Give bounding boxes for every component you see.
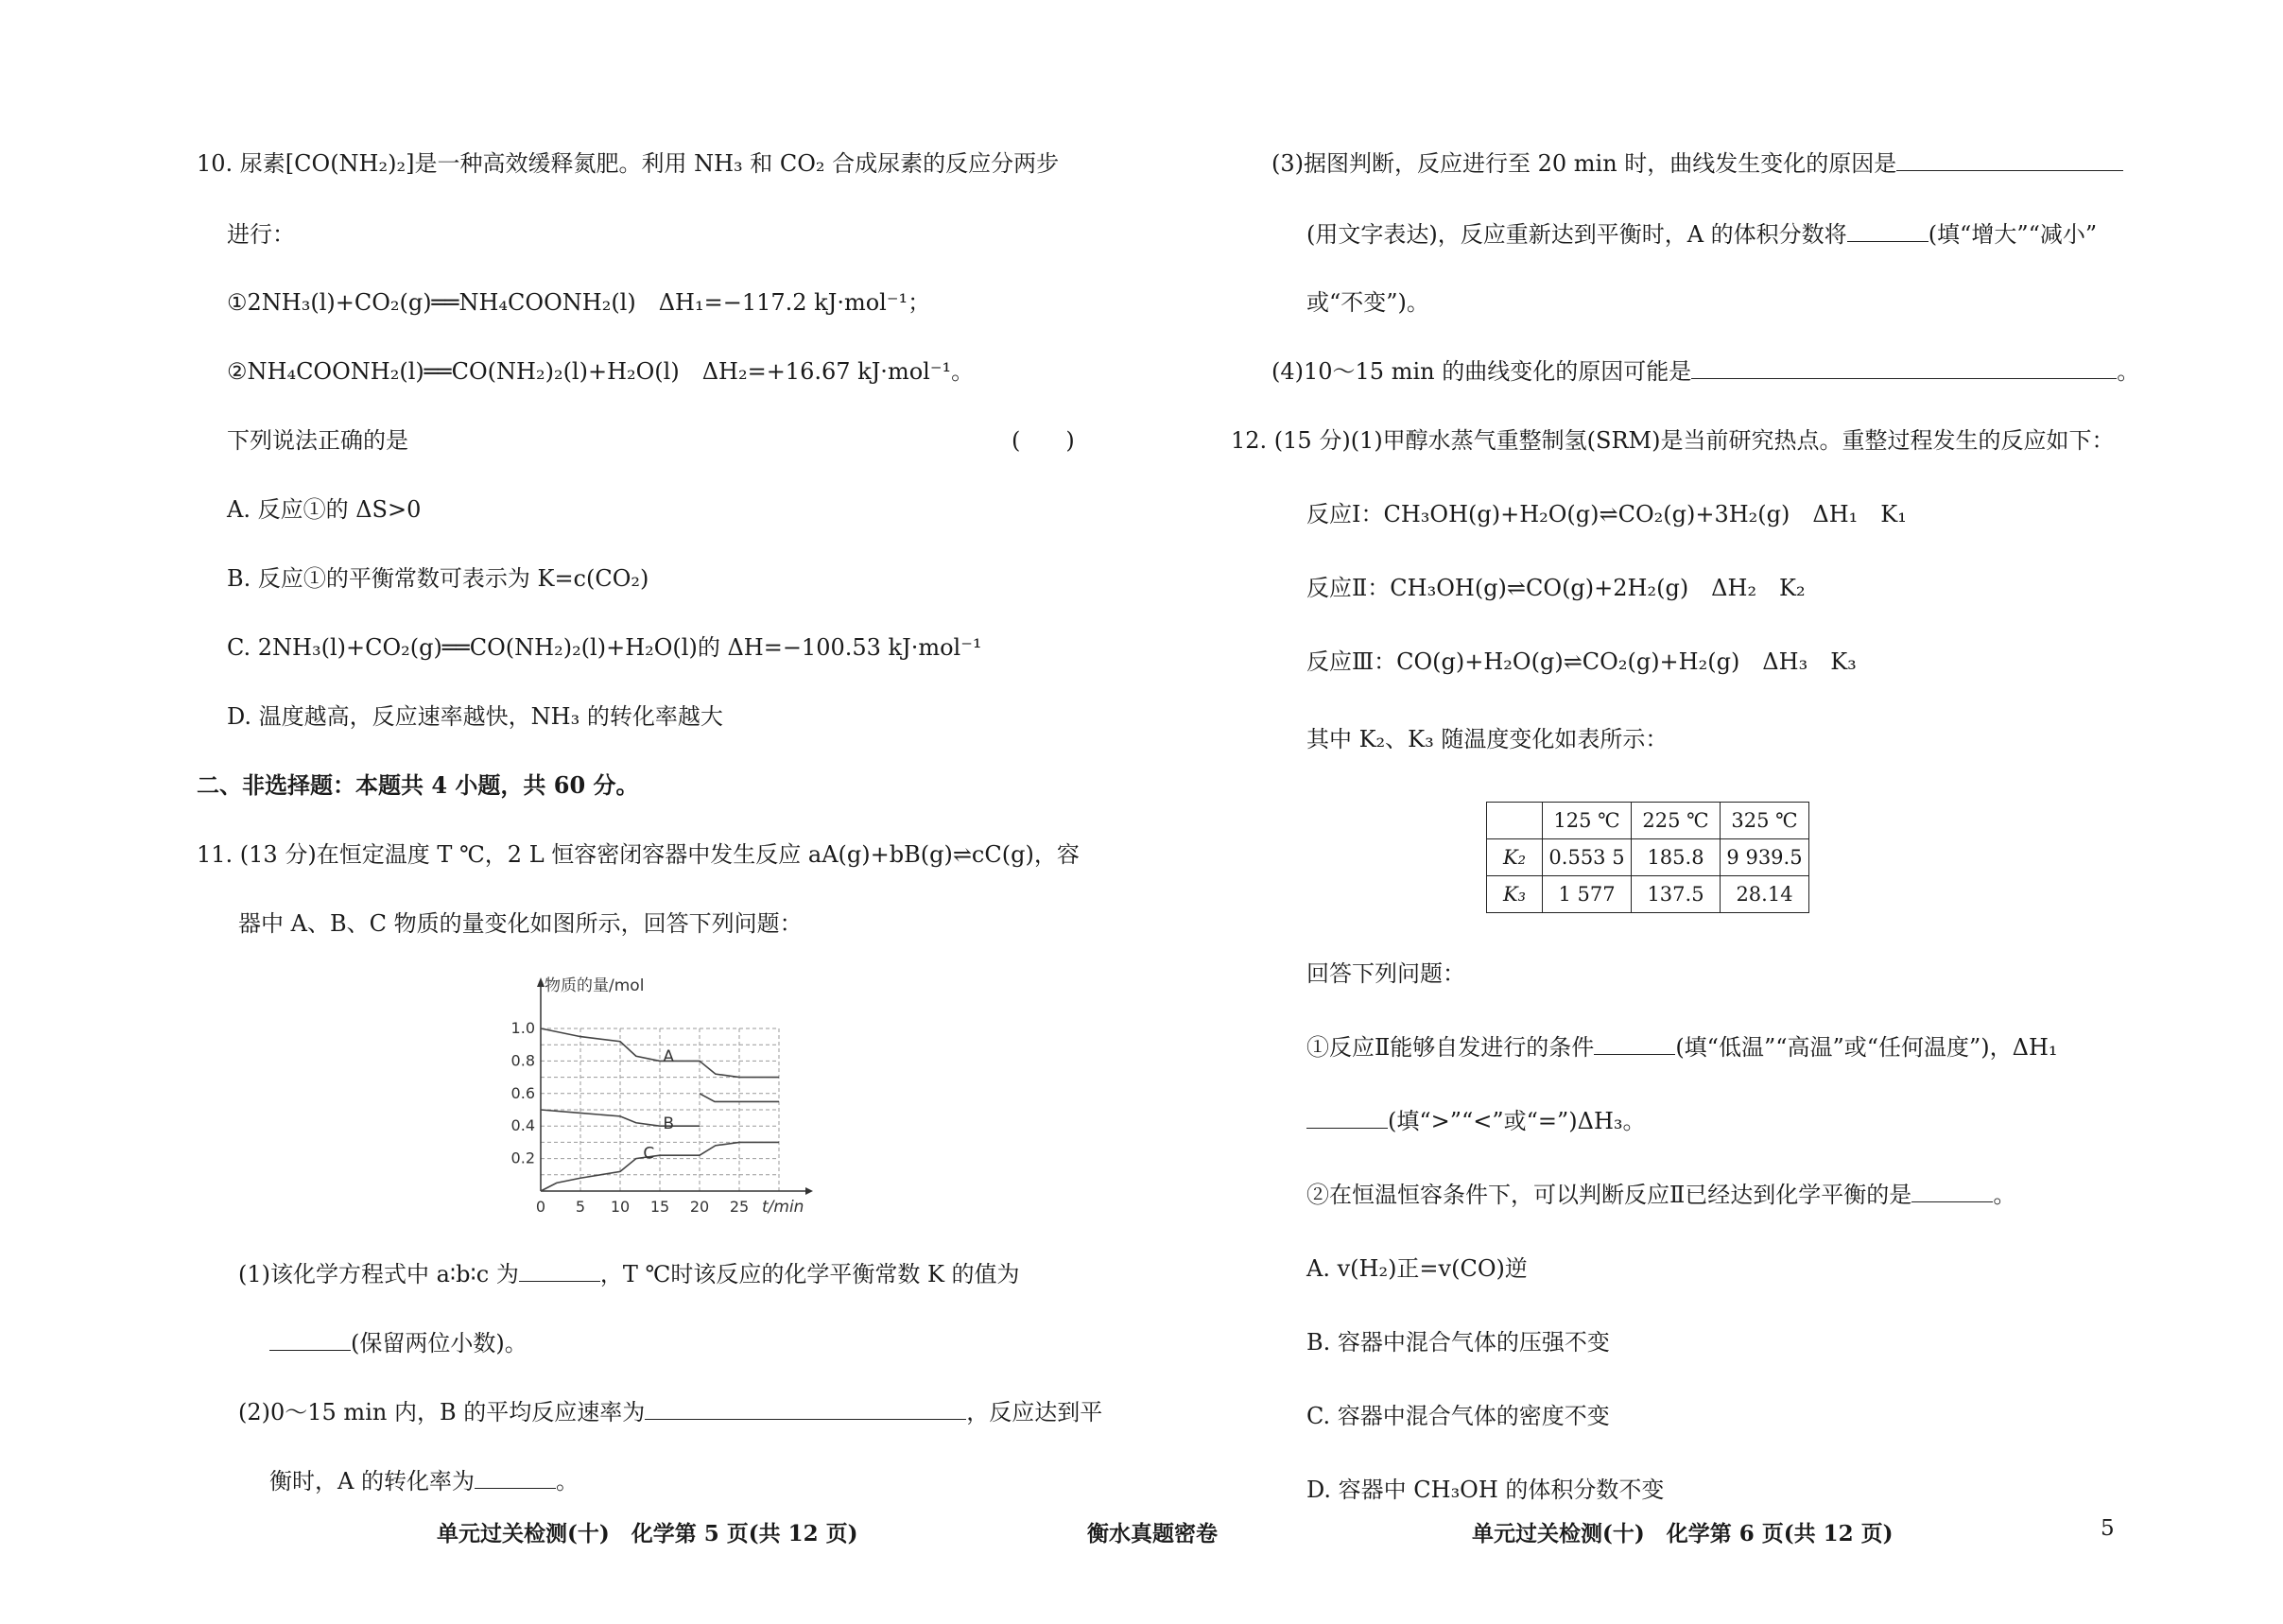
table-cell: 137.5 bbox=[1632, 876, 1721, 913]
y-axis-label: 物质的量/mol bbox=[545, 976, 645, 995]
footer-right: 单元过关检测(十) 化学第 6 页(共 12 页) bbox=[1472, 1521, 1894, 1546]
q12-option-b[interactable]: B. 容器中混合气体的压强不变 bbox=[1306, 1329, 1610, 1356]
series-c-label: C bbox=[643, 1144, 655, 1164]
q12-option-c[interactable]: C. 容器中混合气体的密度不变 bbox=[1306, 1403, 1610, 1429]
page-number: 5 bbox=[2101, 1516, 2115, 1541]
table-cell: K₃ bbox=[1487, 876, 1543, 913]
x-axis-label: t/min bbox=[762, 1198, 804, 1217]
y-tick-label: 0.4 bbox=[510, 1116, 535, 1135]
q10-question: 下列说法正确的是 bbox=[227, 427, 408, 454]
q11-reason-blank[interactable] bbox=[1896, 149, 2123, 171]
footer-left: 单元过关检测(十) 化学第 5 页(共 12 页) bbox=[437, 1521, 858, 1546]
chart-grid bbox=[541, 1028, 779, 1191]
table-cell: 185.8 bbox=[1632, 839, 1721, 876]
table-cell: 225 ℃ bbox=[1632, 803, 1721, 839]
q12-part1-line2: (填“>”“<”或“=”)ΔH₃。 bbox=[1306, 1106, 1646, 1136]
x-tick-label: 25 bbox=[729, 1198, 750, 1216]
q10-continuation: 进行： bbox=[227, 221, 295, 248]
k-temperature-table bbox=[1486, 802, 1809, 913]
y-axis-arrow bbox=[537, 977, 545, 987]
q12-option-d[interactable]: D. 容器中 CH₃OH 的体积分数不变 bbox=[1306, 1477, 1665, 1503]
table-row bbox=[1487, 876, 1809, 913]
q12-reaction-3: 反应Ⅲ：CO(g)+H₂O(g)⇌CO₂(g)+H₂(g) ΔH₃ K₃ bbox=[1306, 648, 1857, 675]
footer-center: 衡水真题密卷 bbox=[1087, 1521, 1218, 1546]
q10-option-c[interactable]: C. 2NH₃(l)+CO₂(g)══CO(NH₂)₂(l)+H₂O(l)的 ΔH=−100.53 kJ·mol⁻¹ bbox=[227, 634, 982, 661]
section-2-heading: 二、非选择题：本题共 4 小题，共 60 分。 bbox=[197, 771, 639, 799]
x-tick-label: 10 bbox=[610, 1198, 631, 1216]
q12-part2: ②在恒温恒容条件下，可以判断反应Ⅱ已经达到化学平衡的是 。 bbox=[1306, 1182, 2016, 1208]
q11-part3-line2: (用文字表达)，反应重新达到平衡时，A 的体积分数将 (填“增大”“减小” bbox=[1306, 221, 2098, 248]
q11-ratio-blank[interactable] bbox=[519, 1260, 600, 1282]
q12-condition-blank[interactable] bbox=[1594, 1033, 1675, 1055]
q12-answer-intro: 回答下列问题： bbox=[1306, 960, 1465, 987]
table-cell: 325 ℃ bbox=[1721, 803, 1809, 839]
y-tick-label: 0.8 bbox=[510, 1051, 535, 1070]
x-tick-label: 0 bbox=[535, 1198, 546, 1216]
x-tick-label: 20 bbox=[689, 1198, 710, 1216]
table-row bbox=[1487, 839, 1809, 876]
table-cell: 28.14 bbox=[1721, 876, 1809, 913]
q11-amount-chart bbox=[492, 974, 813, 1219]
q10-option-d[interactable]: D. 温度越高，反应速率越快，NH₃ 的转化率越大 bbox=[227, 703, 723, 730]
q11-part3-line3: 或“不变”)。 bbox=[1306, 289, 1429, 316]
q12-table-intro: 其中 K₂、K₃ 随温度变化如表所示： bbox=[1306, 726, 1669, 752]
table-cell: 1 577 bbox=[1543, 876, 1632, 913]
q11-volume-fraction-blank[interactable] bbox=[1847, 220, 1928, 242]
y-tick-label: 1.0 bbox=[510, 1019, 535, 1037]
q10-reaction-1: ①2NH₃(l)+CO₂(g)══NH₄COONH₂(l) ΔH₁=−117.2 kJ·mol⁻¹； bbox=[227, 289, 931, 316]
q11-part2-line2: 衡时，A 的转化率为 。 bbox=[269, 1468, 579, 1494]
table-cell: K₂ bbox=[1487, 839, 1543, 876]
q12-option-a[interactable]: A. v(H₂)正=v(CO)逆 bbox=[1306, 1255, 1528, 1282]
q11-rate-blank[interactable] bbox=[645, 1398, 966, 1420]
q12-part1-line1: ①反应Ⅱ能够自发进行的条件 (填“低温”“高温”或“任何温度”)，ΔH₁ bbox=[1306, 1034, 2058, 1061]
q11-part3-line1: (3)据图判断，反应进行至 20 min 时，曲线发生变化的原因是 bbox=[1271, 148, 2123, 179]
table-cell bbox=[1487, 803, 1543, 839]
q11-conversion-blank[interactable] bbox=[475, 1467, 556, 1489]
q12-reaction-2: 反应Ⅱ：CH₃OH(g)⇌CO(g)+2H₂(g) ΔH₂ K₂ bbox=[1306, 575, 1806, 601]
q12-reaction-1: 反应Ⅰ：CH₃OH(g)+H₂O(g)⇌CO₂(g)+3H₂(g) ΔH₁ K₁ bbox=[1306, 501, 1907, 527]
q11-cause-blank[interactable] bbox=[1691, 357, 2117, 379]
table-cell: 9 939.5 bbox=[1721, 839, 1809, 876]
q10-title: 10. 尿素[CO(NH₂)₂]是一种高效缓释氮肥。利用 NH₃ 和 CO₂ 合成尿素的反应分两步 bbox=[197, 150, 1060, 177]
q11-title: 11. (13 分)在恒定温度 T ℃，2 L 恒容密闭容器中发生反应 aA(g)+bB(g)⇌cC(g)，容 bbox=[197, 841, 1080, 868]
x-tick-label: 15 bbox=[649, 1198, 670, 1216]
chart-ticks bbox=[511, 1019, 750, 1216]
q11-k-value-blank[interactable] bbox=[269, 1329, 351, 1351]
q10-option-b[interactable]: B. 反应①的平衡常数可表示为 K=c(CO₂) bbox=[227, 565, 649, 592]
x-axis-arrow bbox=[805, 1187, 813, 1195]
table-cell: 0.553 5 bbox=[1543, 839, 1632, 876]
q10-option-a[interactable]: A. 反应①的 ΔS>0 bbox=[227, 496, 422, 523]
q10-reaction-2: ②NH₄COONH₂(l)══CO(NH₂)₂(l)+H₂O(l) ΔH₂=+16.67 kJ·mol⁻¹。 bbox=[227, 358, 975, 385]
q11-continuation: 器中 A、B、C 物质的量变化如图所示，回答下列问题： bbox=[238, 910, 803, 937]
table-cell: 125 ℃ bbox=[1543, 803, 1632, 839]
y-tick-label: 0.6 bbox=[510, 1083, 535, 1102]
q12-compare-blank[interactable] bbox=[1306, 1107, 1388, 1129]
q11-part1-line2: (保留两位小数)。 bbox=[269, 1328, 528, 1358]
y-tick-label: 0.2 bbox=[510, 1149, 535, 1167]
series-a-label: A bbox=[663, 1047, 675, 1067]
series-b-label: B bbox=[663, 1114, 675, 1133]
table-header-row bbox=[1487, 803, 1809, 839]
q12-equilibrium-blank[interactable] bbox=[1911, 1181, 1993, 1202]
q11-part4: (4)10～15 min 的曲线变化的原因可能是 。 bbox=[1271, 358, 2140, 385]
q12-title: 12. (15 分)(1)甲醇水蒸气重整制氢(SRM)是当前研究热点。重整过程发生的反应如下： bbox=[1231, 427, 2115, 454]
q11-part1-line1: (1)该化学方程式中 a∶b∶c 为 ，T ℃时该反应的化学平衡常数 K 的值为 bbox=[238, 1261, 1020, 1287]
q11-part2-line1: (2)0～15 min 内，B 的平均反应速率为 ，反应达到平 bbox=[238, 1399, 1103, 1425]
q10-answer-paren: ( ) bbox=[1012, 427, 1075, 454]
x-tick-label: 5 bbox=[575, 1198, 586, 1216]
